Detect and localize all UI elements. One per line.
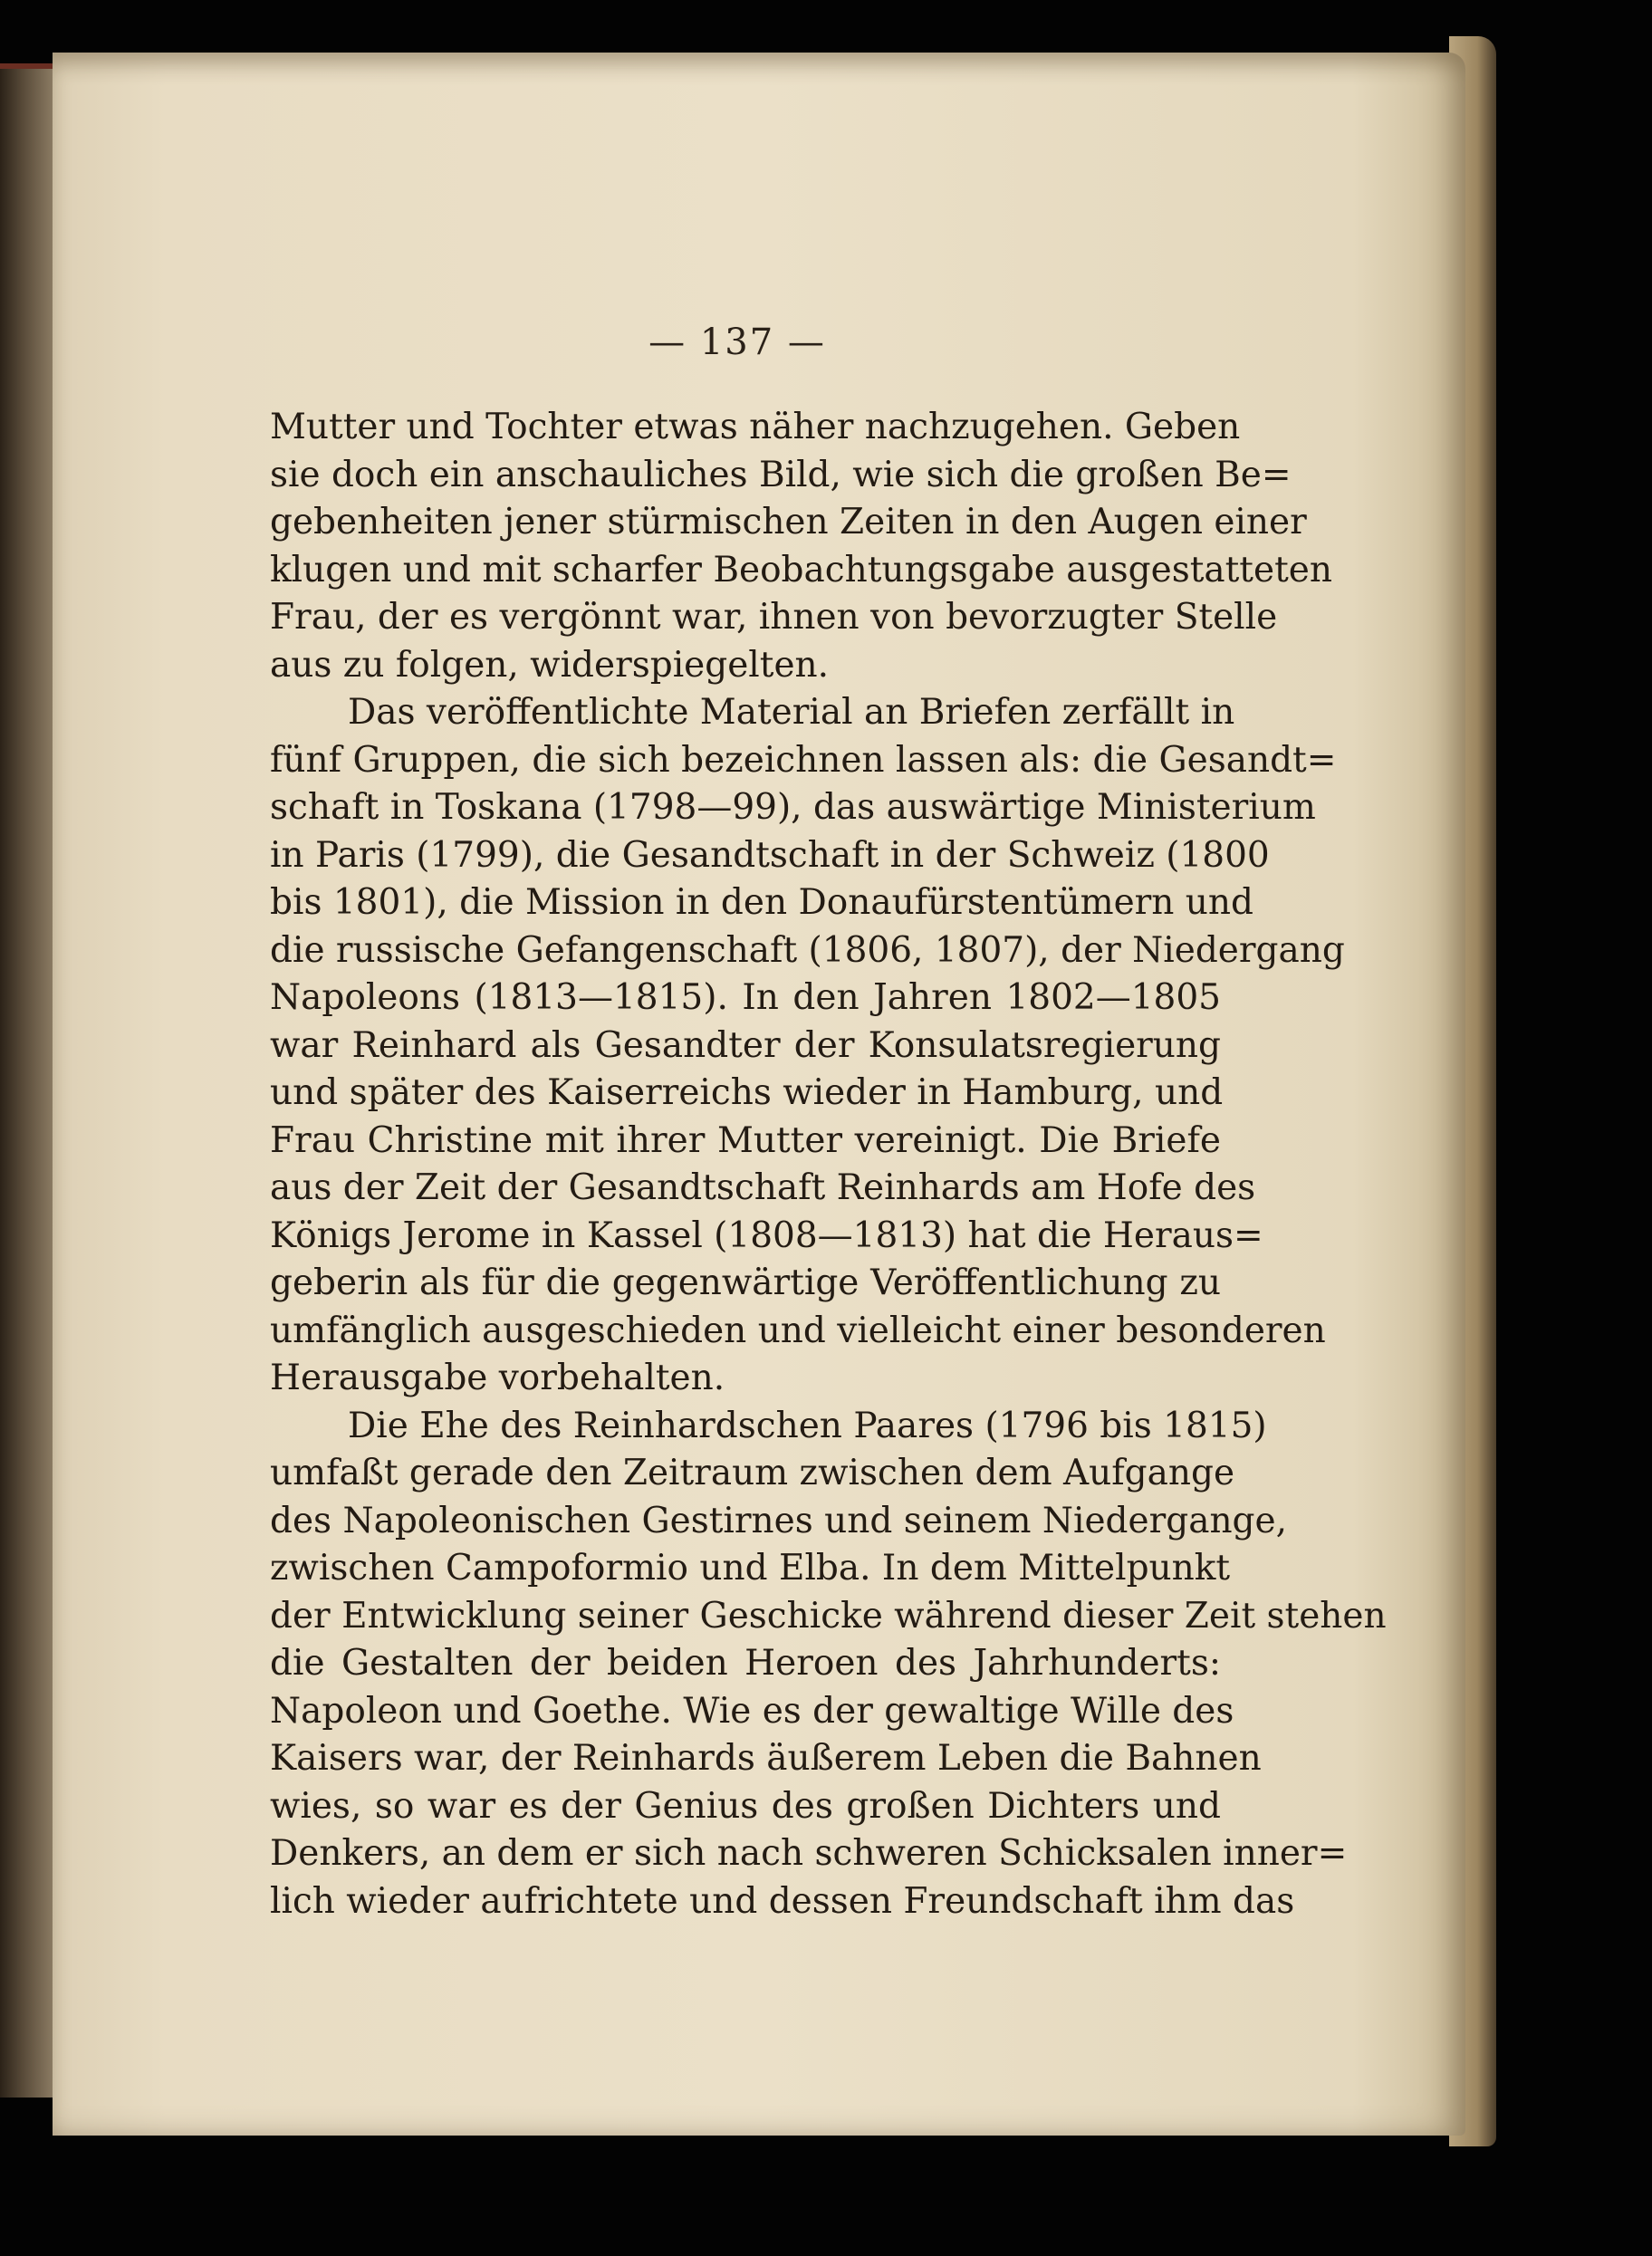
text-line: Kaisers war, der Reinhards äußerem Leben die Bahnen bbox=[270, 1738, 1262, 1779]
text-line: der Entwicklung seiner Geschicke während dieser Zeit stehen bbox=[270, 1595, 1387, 1637]
text-line: umfänglich ausgeschieden und vielleicht einer besonderen bbox=[270, 1310, 1326, 1351]
page-number: — 137 — bbox=[648, 322, 826, 363]
body-text bbox=[270, 404, 1387, 1925]
text-line: in Paris (1799), die Gesandtschaft in der Schweiz (1800 bbox=[270, 834, 1270, 876]
text-line: des Napoleonischen Gestirnes und seinem Niedergange, bbox=[270, 1500, 1288, 1541]
text-line: klugen und mit scharfer Beobachtungsgabe ausgestatteten bbox=[270, 549, 1332, 590]
text-line: die russische Gefangenschaft (1806, 1807), der Niedergang bbox=[270, 929, 1345, 971]
text-line: geberin als für die gegenwärtige Veröffentlichung zu bbox=[270, 1262, 1221, 1303]
book-page bbox=[53, 53, 1465, 2136]
text-line: Königs Jerome in Kassel (1808—1813) hat die Heraus= bbox=[270, 1214, 1263, 1256]
text-line: Napoleons (1813—1815). In den Jahren 1802—1805 bbox=[270, 977, 1221, 1018]
facing-page-edge bbox=[0, 63, 53, 2098]
text-line: Frau Christine mit ihrer Mutter vereinigt. Die Briefe bbox=[270, 1119, 1221, 1161]
text-line: bis 1801), die Mission in den Donaufürstentümern und bbox=[270, 882, 1254, 923]
text-line: wies, so war es der Genius des großen Dichters und bbox=[270, 1785, 1221, 1827]
text-line: und später des Kaiserreichs wieder in Hamburg, und bbox=[270, 1072, 1224, 1113]
text-line: Herausgabe vorbehalten. bbox=[270, 1358, 725, 1398]
text-line: fünf Gruppen, die sich bezeichnen lassen als: die Gesandt= bbox=[270, 739, 1337, 781]
text-line: Mutter und Tochter etwas näher nachzugehen. Geben bbox=[270, 407, 1241, 447]
text-line: zwischen Campoformio und Elba. In dem Mittelpunkt bbox=[270, 1548, 1231, 1589]
text-line: umfaßt gerade den Zeitraum zwischen dem Aufgange bbox=[270, 1453, 1235, 1493]
text-line: lich wieder aufrichtete und dessen Freundschaft ihm das bbox=[270, 1880, 1295, 1922]
text-line: Frau, der es vergönnt war, ihnen von bevorzugter Stelle bbox=[270, 597, 1278, 638]
text-line: Denkers, an dem er sich nach schweren Schicksalen inner= bbox=[270, 1833, 1348, 1874]
text-line: Napoleon und Goethe. Wie es der gewaltige Wille des bbox=[270, 1690, 1234, 1732]
text-line: aus zu folgen, widerspiegelten. bbox=[270, 644, 830, 686]
text-line: war Reinhard als Gesandter der Konsulatsregierung bbox=[270, 1024, 1221, 1066]
text-line: die Gestalten der beiden Heroen des Jahrhunderts: bbox=[270, 1643, 1221, 1684]
text-line: Das veröffentlichte Material an Briefen zerfällt in bbox=[348, 692, 1235, 733]
text-line: gebenheiten jener stürmischen Zeiten in den Augen einer bbox=[270, 502, 1307, 542]
text-line: aus der Zeit der Gesandtschaft Reinhards am Hofe des bbox=[270, 1167, 1256, 1208]
text-line: Die Ehe des Reinhardschen Paares (1796 bis 1815) bbox=[348, 1405, 1267, 1446]
text-line: sie doch ein anschauliches Bild, wie sich die großen Be= bbox=[270, 454, 1292, 495]
text-line: schaft in Toskana (1798—99), das auswärtige Ministerium bbox=[270, 787, 1316, 828]
